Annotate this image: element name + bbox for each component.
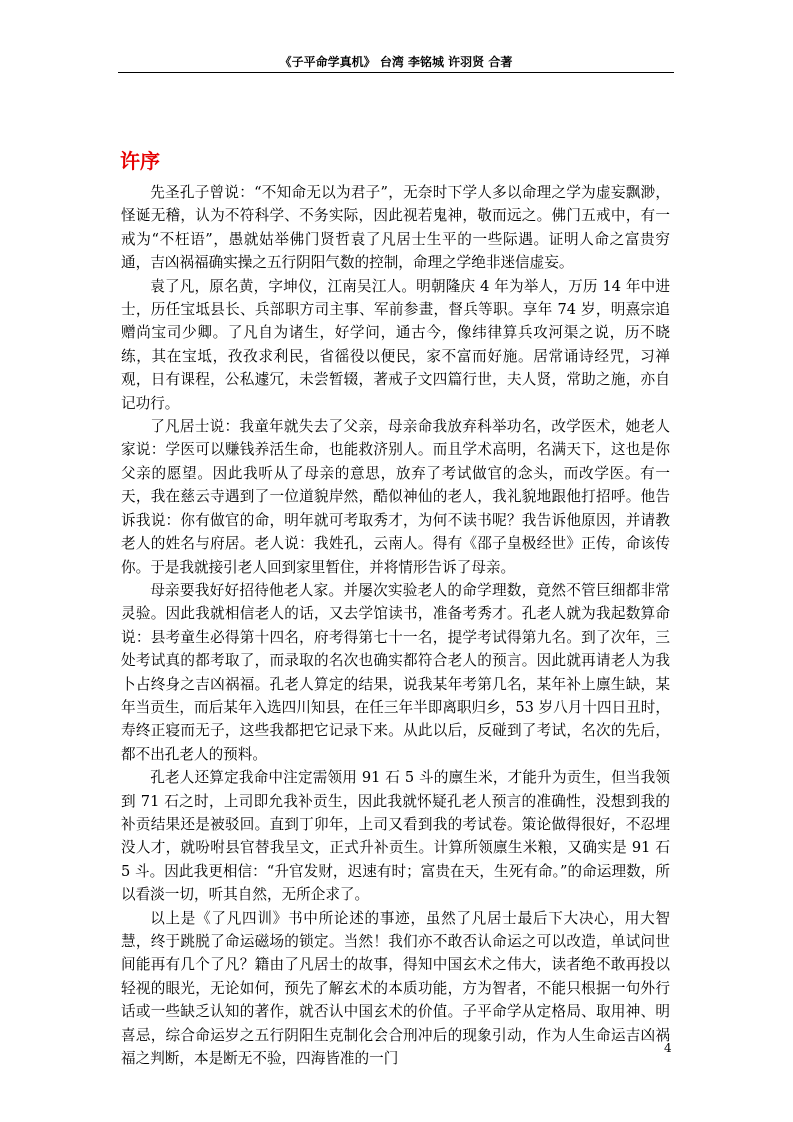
paragraph: 以上是《了凡四训》书中所论述的事迹，虽然了凡居士最后下大决心，用大智慧，终于跳脱了命运磁场的锁定。当然！我们亦不敢否认命运之可以改造，单试问世间能再有几个了凡？籍由了凡居士的故事，得知中国玄术之伟大，读者绝不敢再投以轻视的眼光，无论如何，预先了解玄术的本质功能，方为智者，不能只根据一句外行话或一些缺乏认知的著作，就否认中国玄术的价值。子平命学从定格局、取用神、明喜忌，综合命运岁之五行阴阳生克制化会合刑冲后的现象引动，作为人生命运吉凶祸福之判断，本是断无不验，四海皆准的一门 bbox=[121, 909, 670, 1068]
paragraph: 袁了凡，原名黄，字坤仪，江南吴江人。明朝隆庆 4 年为举人，万历 14 年中进士，历任宝坻县长、兵部职方司主事、军前参畫，督兵等职。享年 74 岁，明熹宗追赠尚宝司少卿。了凡自为诸生，好学问，通古今，像纬律算兵攻河渠之说，历不晓练，其在宝坻，孜孜求利民，省徭役以便民，家不富而好施。居常诵诗经咒，习禅观，日有课程，公私遽冗，未尝暂辍，著戒子文四篇行世，夫人贤，常助之施，亦自记功行。 bbox=[121, 277, 670, 412]
paragraph: 先圣孔子曾说：“不知命无以为君子”，无奈时下学人多以命理之学为虚妄飘渺，怪诞无稽，认为不符科学、不务实际，因此视若鬼神，敬而远之。佛门五戒中，有一戒为“不枉语”，愚就姑举佛门贤哲袁了凡居士生平的一些际遇。证明人命之富贵穷通，吉凶祸福确实操之五行阴阳气数的控制，命理之学绝非迷信虚妄。 bbox=[121, 184, 670, 272]
page-number: 4 bbox=[664, 1041, 672, 1055]
running-header: 《子平命学真机》 台湾 李铭城 许羽贤 合著 bbox=[279, 55, 513, 69]
paragraph: 母亲要我好好招待他老人家。并屡次实验老人的命学理数，竟然不管巨细都非常灵验。因此我就相信老人的话，又去学馆读书，准备考秀才。孔老人就为我起数算命说：县考童生必得第十四名，府考得第七十一名，提学考试得第九名。到了次年，三处考试真的都考取了，而录取的名次也确实都符合老人的预言。因此就再请老人为我卜占终身之吉凶祸福。孔老人算定的结果，说我某年考第几名，某年补上廪生缺，某年当贡生，而后某年入选四川知县，在任三年半即离职归乡，53 岁八月十四日丑时，寿终正寝而无子，这些我都把它记录下来。从此以后，反碰到了考试，名次的先后，都不出孔老人的预料。 bbox=[121, 581, 670, 763]
body-text bbox=[121, 181, 670, 1070]
header-rule bbox=[118, 72, 674, 73]
paragraph: 了凡居士说：我童年就失去了父亲，母亲命我放弃科举功名，改学医术，她老人家说：学医可以赚钱养活生命，也能救济别人。而且学术高明，名满天下，这也是你父亲的愿望。因此我听从了母亲的意思，放弃了考试做官的念头，而改学医。有一天，我在慈云寺遇到了一位道貌岸然，酷似神仙的老人，我礼貌地跟他打招呼。他告诉我说：你有做官的命，明年就可考取秀才，为何不读书呢？我告诉他原因，并请教老人的姓名与府居。老人说：我姓孔，云南人。得有《邵子皇极经世》正传，命该传你。于是我就接引老人回到家里暂住，并将情形告诉了母亲。 bbox=[121, 418, 670, 576]
paragraph: 孔老人还算定我命中注定需领用 91 石 5 斗的廪生米，才能升为贡生，但当我领到 71 石之时，上司即允我补贡生，因此我就怀疑孔老人预言的准确性，没想到我的补贡结果还是被驳回。直到丁卯年，上司又看到我的考试卷。策论做得很好，不忍埋没人才，就吩咐县官替我呈文，正式升补贡生。计算所领廪生米粮，又确实是 91 石 5 斗。因此我更相信：“升官发财，迟速有时；富贵在天，生死有命。”的命运理数，所以看淡一切，听其自然，无所企求了。 bbox=[121, 769, 670, 904]
section-title: 许序 bbox=[120, 149, 160, 173]
